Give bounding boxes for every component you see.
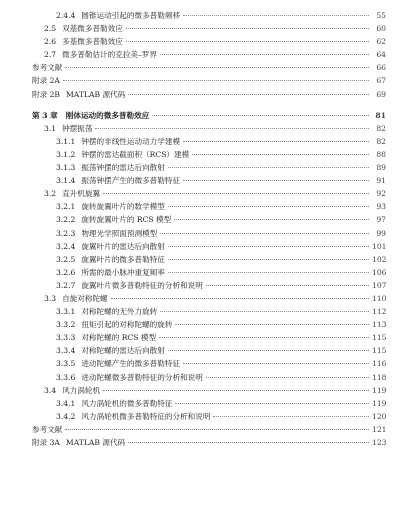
dot-leader [152, 115, 369, 116]
entry-number: 第 3 章 [32, 110, 58, 120]
dot-leader [206, 285, 369, 286]
dot-leader [65, 67, 369, 68]
toc-entry [32, 174, 386, 187]
page-number: 91 [376, 176, 386, 186]
page-number: 99 [376, 228, 386, 238]
page-number: 121 [372, 424, 387, 434]
entry-title: 所需的最小脉冲重复频率 [81, 267, 165, 277]
page-number: 119 [372, 385, 387, 395]
page-number: 60 [376, 24, 386, 34]
dot-leader [103, 193, 369, 194]
dot-leader [175, 324, 369, 325]
toc-entry [32, 227, 386, 240]
entry-number: 3.1.4 [56, 176, 76, 186]
dot-leader [126, 41, 369, 42]
dot-leader [111, 298, 369, 299]
toc-entry [32, 318, 386, 331]
dot-leader [160, 233, 369, 234]
entry-title: 圆锥运动引起的微多普勒频移 [81, 11, 181, 20]
toc-entry [32, 266, 386, 279]
entry-number: 附录 2B [32, 89, 61, 99]
entry-title: 旋翼叶片的雷达后向散射 [81, 241, 165, 251]
dot-leader [95, 128, 369, 129]
entry-title: 风力涡轮机的微多普勒特征 [81, 398, 173, 408]
entry-title: 双基微多普勒效应 [62, 24, 123, 34]
dot-leader [63, 80, 369, 81]
dot-leader [168, 350, 369, 351]
toc-entry [32, 279, 386, 292]
toc-entry [32, 357, 386, 370]
page-number: 81 [375, 110, 386, 120]
dot-leader [168, 246, 369, 247]
dot-leader [126, 28, 369, 29]
entry-title: 微多普勒估计的克拉美–罗界 [62, 50, 157, 60]
page-number: 62 [376, 37, 386, 47]
page-number: 92 [376, 189, 386, 199]
entry-title: MATLAB 源代码 [65, 438, 126, 447]
page-number: 115 [372, 333, 387, 343]
dot-leader [174, 219, 369, 220]
toc-entry [32, 410, 386, 423]
entry-title: 振荡钟摆的雷达后向散射 [81, 163, 165, 173]
entry-number: 3.3.1 [56, 307, 76, 317]
page-number: 88 [376, 149, 386, 159]
entry-number: 3.3.3 [56, 333, 76, 343]
toc-entry [32, 423, 386, 436]
page-number: 115 [372, 346, 387, 356]
entry-number: 2.5 [44, 24, 57, 34]
toc-entry [32, 331, 386, 344]
entry-number: 3.3.5 [56, 359, 76, 369]
page-number: 82 [376, 136, 386, 146]
page-number: 118 [372, 372, 387, 382]
entry-title: MATLAB 源代码 [66, 89, 126, 99]
entry-number: 3.3.6 [56, 372, 76, 382]
entry-number: 3.3.2 [56, 320, 76, 330]
dot-leader [183, 141, 369, 142]
toc-entry [32, 384, 386, 397]
entry-number: 3.1.2 [56, 149, 76, 159]
entry-title: 扭矩引起的对称陀螺的旋转 [81, 320, 173, 330]
dot-leader [175, 403, 369, 404]
entry-number: 2.4.4 [56, 11, 76, 20]
toc-entry [32, 436, 386, 449]
entry-number: 3.4.1 [56, 398, 76, 408]
page-number: 110 [372, 293, 387, 303]
table-of-contents [32, 9, 386, 449]
entry-title: 对称陀螺的 RCS 模型 [81, 333, 157, 343]
entry-number: 3.3.4 [56, 346, 76, 356]
toc-entry [32, 74, 386, 87]
entry-number: 3.2.6 [56, 267, 76, 277]
entry-title: 旋翼叶片微多普勒特征的分析和说明 [81, 280, 203, 290]
page-number: 67 [376, 76, 386, 86]
entry-title: 物理光学照面预测模型 [81, 228, 158, 238]
dot-leader [159, 337, 369, 338]
toc-entry [32, 22, 386, 35]
page-number: 102 [372, 254, 387, 264]
entry-title: 自旋对称陀螺 [62, 293, 108, 303]
toc-entry [32, 397, 386, 410]
entry-number: 附录 2A [32, 76, 60, 86]
entry-title: 参考文献 [32, 63, 63, 73]
entry-number: 3.2.7 [56, 280, 76, 290]
page-number: 101 [372, 241, 387, 251]
toc-entry [32, 187, 386, 200]
toc-entry [32, 344, 386, 357]
entry-title: 旋翼叶片的微多普勒特征 [81, 254, 165, 264]
entry-number: 3.2.4 [56, 241, 76, 251]
entry-title: 钟摆的雷达截面积（RCS）建模 [81, 149, 190, 159]
dot-leader [206, 377, 369, 378]
entry-number: 3.2 [44, 189, 57, 199]
entry-title: 风力涡轮机微多普勒特征的分析和说明 [81, 411, 211, 421]
entry-number: 3.3 [44, 293, 57, 303]
entry-number: 3.1.3 [56, 163, 76, 173]
dot-leader [168, 167, 369, 168]
dot-leader [168, 206, 369, 207]
entry-title: 风力涡轮机 [62, 385, 101, 395]
page-number: 106 [372, 267, 387, 277]
dot-leader [168, 272, 369, 273]
dot-leader [128, 442, 369, 443]
dot-leader [103, 390, 369, 391]
entry-number: 附录 3A [32, 438, 60, 447]
entry-title: 进动陀螺产生的微多普勒特征 [81, 359, 181, 369]
entry-title: 对称陀螺的无外力旋转 [81, 307, 158, 317]
toc-entry [32, 135, 386, 148]
entry-number: 3.4 [44, 385, 57, 395]
page-number: 119 [372, 398, 387, 408]
entry-number: 3.1 [44, 123, 57, 133]
toc-entry [32, 292, 386, 305]
entry-number: 3.4.2 [56, 411, 76, 421]
page-number: 55 [376, 11, 386, 20]
entry-number: 3.2.1 [56, 202, 76, 212]
entry-title: 钟摆的非线性运动动力学建模 [81, 136, 181, 146]
entry-title: 旋转旋翼叶片的数学模型 [81, 202, 165, 212]
entry-title: 对称陀螺的雷达后向散射 [81, 346, 165, 356]
page-number: 116 [372, 359, 387, 369]
toc-entry [32, 88, 386, 101]
entry-title: 进动陀螺微多普勒特征的分析和说明 [81, 372, 203, 382]
entry-title: 旋转旋翼叶片的 RCS 模型 [81, 215, 172, 225]
toc-entry [32, 253, 386, 266]
toc-entry [32, 305, 386, 318]
page-number: 66 [376, 63, 386, 73]
entry-title: 多基微多普勒效应 [62, 37, 123, 47]
page-number: 64 [376, 50, 386, 60]
dot-leader [183, 15, 369, 16]
chapter-heading-row [32, 109, 386, 122]
entry-number: 3.2.3 [56, 228, 76, 238]
entry-number: 3.1.1 [56, 136, 76, 146]
page-number: 112 [372, 307, 387, 317]
entry-title: 直升机旋翼 [62, 189, 101, 199]
toc-entry [32, 213, 386, 226]
dot-leader [213, 416, 369, 417]
toc-entry [32, 48, 386, 61]
page-number: 107 [372, 280, 387, 290]
dot-leader [128, 94, 369, 95]
entry-title: 振荡钟摆产生的微多普勒特征 [81, 176, 181, 186]
entry-title: 参考文献 [32, 424, 63, 434]
toc-entry [32, 61, 386, 74]
toc-entry [32, 371, 386, 384]
entry-number: 2.6 [44, 37, 57, 47]
entry-number: 3.2.2 [56, 215, 76, 225]
toc-entry [32, 9, 386, 22]
page-number: 113 [372, 320, 387, 330]
entry-number: 3.2.5 [56, 254, 76, 264]
dot-leader [183, 180, 369, 181]
toc-entry [32, 122, 386, 135]
toc-entry [32, 200, 386, 213]
page-number: 89 [376, 163, 386, 173]
entry-number: 2.7 [44, 50, 57, 60]
dot-leader [65, 429, 369, 430]
page-number: 69 [376, 89, 386, 99]
page-number: 120 [372, 411, 387, 421]
entry-title: 刚体运动的微多普勒效应 [65, 110, 150, 120]
toc-entry [32, 35, 386, 48]
dot-leader [160, 54, 369, 55]
toc-entry [32, 240, 386, 253]
page-number: 82 [376, 123, 386, 133]
dot-leader [192, 154, 369, 155]
toc-entry [32, 148, 386, 161]
dot-leader [168, 259, 369, 260]
entry-title: 钟摆振荡 [62, 123, 93, 133]
dot-leader [183, 363, 369, 364]
page-number: 97 [376, 215, 386, 225]
page-number: 123 [372, 438, 387, 447]
page-number: 93 [376, 202, 386, 212]
dot-leader [160, 311, 369, 312]
toc-entry [32, 161, 386, 174]
